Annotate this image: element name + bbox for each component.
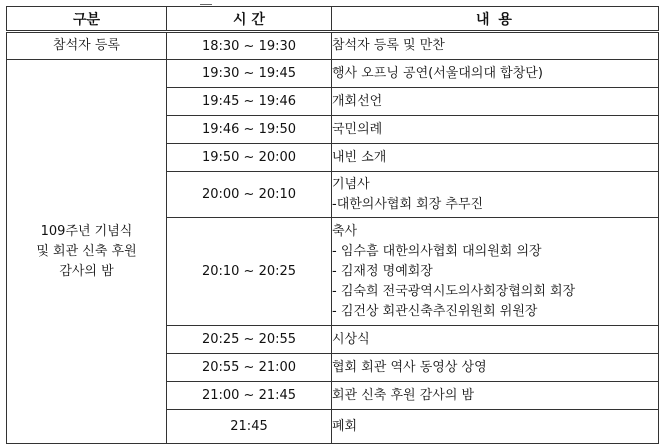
- time-cell: 19:46 ~ 19:50: [167, 116, 332, 144]
- time-cell: 21:45: [167, 410, 332, 444]
- content-line: 참석자 등록 및 만찬: [332, 38, 445, 53]
- content-cell: [332, 60, 659, 88]
- content-line: 행사 오프닝 공연(서울대의대 합창단): [332, 65, 543, 81]
- content-cell: [332, 354, 659, 382]
- top-edge-fragment: [200, 0, 212, 5]
- header-content: 내 용: [332, 7, 659, 32]
- content-line: 폐회: [332, 418, 358, 434]
- content-line: 시상식: [332, 331, 370, 347]
- content-line: 기념사: [332, 176, 370, 192]
- content-cell: [332, 218, 659, 326]
- time-cell: 20:00 ~ 20:10: [167, 172, 332, 218]
- content-cell: [332, 32, 659, 60]
- time-cell: 20:25 ~ 20:55: [167, 326, 332, 354]
- content-cell: [332, 410, 659, 444]
- time-cell: 18:30 ~ 19:30: [167, 32, 332, 60]
- time-cell: 20:55 ~ 21:00: [167, 354, 332, 382]
- table-row: [7, 60, 659, 88]
- content-line: - 김숙희 전국광역시도의사회장협의회 회장: [332, 283, 576, 299]
- schedule-table: [6, 6, 659, 444]
- content-line: 협회 회관 역사 동영상 상영: [332, 359, 487, 375]
- content-line: - 김건상 회관신축추진위원회 위원장: [332, 303, 538, 319]
- content-cell: [332, 382, 659, 410]
- content-line: 국민의례: [332, 121, 383, 137]
- content-line: 내빈 소개: [332, 149, 387, 165]
- content-cell: [332, 172, 659, 218]
- category-label: 109주년 기념식: [40, 223, 133, 239]
- time-cell: 20:10 ~ 20:25: [167, 218, 332, 326]
- content-cell: [332, 144, 659, 172]
- content-line: 개회선언: [332, 93, 383, 109]
- category-cell: [7, 32, 167, 60]
- time-cell: 19:45 ~ 19:46: [167, 88, 332, 116]
- header-row: [7, 7, 659, 32]
- group-category-cell: [7, 60, 167, 444]
- content-line: 회관 신축 후원 감사의 밤: [332, 387, 475, 403]
- content-cell: [332, 326, 659, 354]
- time-cell: 21:00 ~ 21:45: [167, 382, 332, 410]
- content-line: - 임수흠 대한의사협회 대의원회 의장: [332, 243, 542, 259]
- table-row: [7, 32, 659, 60]
- content-line: - 김재정 명예회장: [332, 263, 433, 279]
- content-line: 축사: [332, 223, 358, 239]
- header-time: 시 간: [167, 7, 332, 32]
- category-label: 및 회관 신축 후원: [36, 243, 137, 259]
- content-cell: [332, 88, 659, 116]
- time-cell: 19:30 ~ 19:45: [167, 60, 332, 88]
- category-label: 참석자 등록: [53, 38, 120, 53]
- content-cell: [332, 116, 659, 144]
- category-label: 감사의 밤: [59, 263, 114, 279]
- time-cell: 19:50 ~ 20:00: [167, 144, 332, 172]
- header-category: 구분: [7, 7, 167, 32]
- content-line: -대한의사협회 회장 추무진: [332, 196, 484, 212]
